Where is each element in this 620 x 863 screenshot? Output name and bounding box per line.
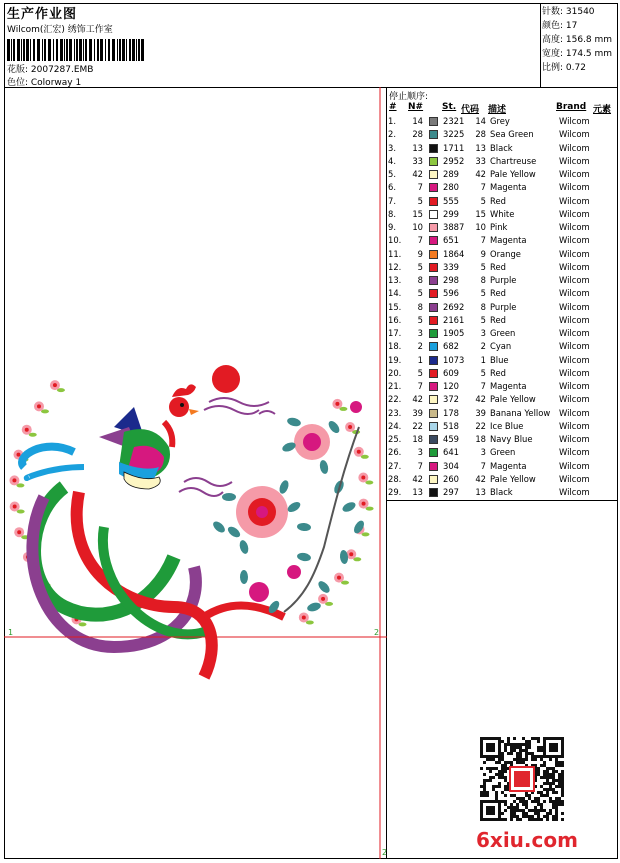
- stop-ord: 19.: [388, 354, 402, 365]
- stop-ord: 23.: [388, 407, 402, 418]
- stop-code: 3: [480, 447, 486, 458]
- stop-row: [388, 460, 599, 473]
- color-swatch: [423, 274, 443, 287]
- color-count: 颜色: 17: [542, 21, 578, 31]
- stop-brand: Wilcom: [559, 328, 590, 338]
- colorway-label: 色位: Colorway 1: [7, 78, 82, 88]
- swatch-icon: [429, 448, 438, 457]
- stop-brand: Wilcom: [559, 261, 590, 272]
- stop-row: [388, 380, 599, 393]
- stop-ord: 16.: [388, 314, 402, 325]
- stop-ord: 8.: [388, 208, 396, 219]
- color-swatch: [423, 380, 443, 393]
- phoenix-figure: [99, 384, 199, 489]
- stop-row: [388, 367, 599, 380]
- stop-brand: Wilcom: [559, 487, 590, 497]
- stop-brand: Wilcom: [559, 301, 590, 312]
- stop-brand: Wilcom: [559, 381, 590, 391]
- stop-st: 304: [443, 460, 459, 471]
- color-swatch: [423, 486, 443, 499]
- stop-st: 682: [443, 341, 459, 352]
- stop-row: [388, 407, 599, 420]
- stop-code: 5: [480, 367, 486, 378]
- stop-st: 596: [443, 288, 459, 299]
- stop-code: 5: [480, 288, 486, 299]
- swatch-icon: [429, 395, 438, 404]
- stop-ord: 17.: [388, 328, 402, 338]
- stop-n: 5: [417, 288, 423, 299]
- stop-ord: 12.: [388, 261, 402, 272]
- stop-code: 10: [475, 222, 486, 232]
- stop-brand: Wilcom: [559, 473, 590, 484]
- stop-row: [388, 486, 599, 499]
- stop-desc: Magenta: [490, 182, 527, 193]
- stop-desc: Black: [490, 142, 513, 153]
- stop-st: 2321: [443, 116, 465, 126]
- swatch-icon: [429, 316, 438, 325]
- stop-ord: 26.: [388, 447, 402, 458]
- design-preview: [4, 87, 387, 859]
- stop-n: 28: [412, 129, 423, 140]
- stop-desc: Purple: [490, 275, 517, 285]
- color-swatch: [423, 221, 443, 234]
- swatch-icon: [429, 117, 438, 126]
- stop-st: 2161: [443, 314, 465, 325]
- stop-ord: 2.: [388, 129, 396, 140]
- color-swatch: [423, 234, 443, 247]
- swatch-icon: [429, 356, 438, 365]
- swatch-icon: [429, 157, 438, 166]
- stop-st: 1711: [443, 142, 465, 153]
- stop-brand: Wilcom: [559, 447, 590, 458]
- stop-code: 7: [480, 182, 486, 193]
- stop-brand: Wilcom: [559, 367, 590, 378]
- swatch-icon: [429, 130, 438, 139]
- stop-row: [388, 340, 599, 353]
- stop-desc: Red: [490, 288, 506, 299]
- stop-n: 3: [417, 447, 423, 458]
- stop-ord: 14.: [388, 288, 402, 299]
- marker-right: 2: [374, 628, 380, 637]
- stop-ord: 7.: [388, 195, 396, 206]
- design-width: 宽度: 174.5 mm: [542, 49, 613, 59]
- stop-row: [388, 142, 599, 155]
- stop-st: 459: [443, 434, 459, 444]
- color-swatch: [423, 115, 443, 128]
- stop-brand: Wilcom: [559, 460, 590, 471]
- stop-brand: Wilcom: [559, 129, 590, 140]
- color-swatch: [423, 287, 443, 300]
- color-swatch: [423, 142, 443, 155]
- design-stats: [540, 3, 618, 88]
- stop-n: 7: [417, 182, 423, 193]
- swatch-icon: [429, 144, 438, 153]
- stop-ord: 5.: [388, 169, 396, 179]
- stop-code: 5: [480, 314, 486, 325]
- color-swatch: [423, 314, 443, 327]
- swatch-icon: [429, 183, 438, 192]
- stop-row: [388, 354, 599, 367]
- stop-st: 555: [443, 195, 459, 206]
- stop-brand: Wilcom: [559, 116, 590, 126]
- swatch-icon: [429, 223, 438, 232]
- stop-brand: Wilcom: [559, 169, 590, 179]
- stop-row: [388, 393, 599, 406]
- swatch-icon: [429, 197, 438, 206]
- teal-leaves: [211, 416, 366, 615]
- stop-row: [388, 314, 599, 327]
- stop-n: 10: [412, 222, 423, 232]
- col-code: 代码: [461, 105, 480, 115]
- stop-ord: 3.: [388, 142, 396, 153]
- stop-brand: Wilcom: [559, 288, 590, 299]
- stop-desc: Orange: [490, 248, 521, 259]
- color-swatch: [423, 168, 443, 181]
- stop-row: [388, 433, 599, 446]
- col-element: 元素: [593, 105, 612, 115]
- stop-sequence-title: 停止顺序:: [389, 92, 429, 102]
- stop-ord: 6.: [388, 182, 396, 193]
- stop-desc: Red: [490, 195, 506, 206]
- sun-disc: [212, 365, 240, 393]
- barcode-icon: [7, 39, 145, 61]
- stop-n: 7: [417, 460, 423, 471]
- stop-n: 7: [417, 381, 423, 391]
- col-brand: Brand: [556, 102, 587, 112]
- swatch-icon: [429, 210, 438, 219]
- design-file-label: 花版: 2007287.EMB: [7, 65, 94, 75]
- swatch-icon: [429, 236, 438, 245]
- color-swatch: [423, 354, 443, 367]
- stop-desc: Pale Yellow: [490, 394, 536, 405]
- swatch-icon: [429, 435, 438, 444]
- stop-code: 42: [475, 473, 486, 484]
- stop-n: 5: [417, 367, 423, 378]
- stop-n: 7: [417, 235, 423, 246]
- stop-row: [388, 248, 599, 261]
- swatch-icon: [429, 369, 438, 378]
- swatch-icon: [429, 462, 438, 471]
- stop-ord: 20.: [388, 367, 402, 378]
- peony-flowers: [236, 401, 362, 602]
- stop-n: 15: [412, 208, 423, 219]
- stop-code: 14: [475, 116, 486, 126]
- swatch-icon: [429, 382, 438, 391]
- stop-n: 8: [417, 301, 423, 312]
- stop-brand: Wilcom: [559, 275, 590, 285]
- stop-desc: Red: [490, 261, 506, 272]
- stop-row: [388, 195, 599, 208]
- swatch-icon: [429, 289, 438, 298]
- stop-st: 2692: [443, 301, 465, 312]
- stop-st: 609: [443, 367, 459, 378]
- stop-desc: Magenta: [490, 381, 527, 391]
- stop-code: 42: [475, 169, 486, 179]
- stop-st: 289: [443, 169, 459, 179]
- stop-brand: Wilcom: [559, 434, 590, 444]
- page-title: 生产作业图: [7, 7, 78, 22]
- stop-brand: Wilcom: [559, 420, 590, 431]
- stop-n: 42: [412, 169, 423, 179]
- stop-desc: Grey: [490, 116, 510, 126]
- stop-desc: Black: [490, 487, 513, 497]
- stop-n: 3: [417, 328, 423, 338]
- stop-n: 5: [417, 195, 423, 206]
- stop-brand: Wilcom: [559, 394, 590, 405]
- stop-n: 5: [417, 314, 423, 325]
- stop-code: 8: [480, 301, 486, 312]
- color-swatch: [423, 195, 443, 208]
- stop-desc: Purple: [490, 301, 517, 312]
- stop-row: [388, 301, 599, 314]
- stop-st: 641: [443, 447, 459, 458]
- stop-ord: 11.: [388, 248, 402, 259]
- stop-desc: Magenta: [490, 460, 527, 471]
- stop-desc: Chartreuse: [490, 155, 537, 166]
- stop-row: [388, 420, 599, 433]
- stop-code: 13: [475, 142, 486, 153]
- stop-desc: White: [490, 208, 515, 219]
- stop-n: 9: [417, 248, 423, 259]
- color-swatch: [423, 407, 443, 420]
- stop-brand: Wilcom: [559, 208, 590, 219]
- stop-ord: 22.: [388, 394, 402, 405]
- stop-code: 7: [480, 235, 486, 246]
- stop-n: 14: [412, 116, 423, 126]
- stop-code: 7: [480, 381, 486, 391]
- stop-brand: Wilcom: [559, 407, 590, 418]
- scale-ratio: 比例: 0.72: [542, 63, 586, 73]
- color-swatch: [423, 181, 443, 194]
- stop-code: 5: [480, 261, 486, 272]
- stop-ord: 29.: [388, 487, 402, 497]
- stop-brand: Wilcom: [559, 341, 590, 352]
- stop-brand: Wilcom: [559, 222, 590, 232]
- stop-st: 260: [443, 473, 459, 484]
- stop-st: 372: [443, 394, 459, 405]
- stop-desc: Green: [490, 447, 516, 458]
- stop-row: [388, 473, 599, 486]
- color-stop-table: [387, 87, 618, 501]
- stop-code: 5: [480, 195, 486, 206]
- stop-n: 1: [417, 354, 423, 365]
- stop-brand: Wilcom: [559, 182, 590, 193]
- stop-st: 651: [443, 235, 459, 246]
- stop-st: 339: [443, 261, 459, 272]
- stop-code: 7: [480, 460, 486, 471]
- stop-st: 3225: [443, 129, 465, 140]
- col-stitches: St.: [442, 102, 457, 112]
- stitch-count: 针数: 31540: [542, 7, 595, 17]
- stop-st: 178: [443, 407, 459, 418]
- stop-desc: Red: [490, 367, 506, 378]
- stop-code: 28: [475, 129, 486, 140]
- stop-row: [388, 274, 599, 287]
- stop-n: 13: [412, 487, 423, 497]
- stop-n: 8: [417, 275, 423, 285]
- design-height: 高度: 156.8 mm: [542, 35, 613, 45]
- stop-st: 299: [443, 208, 459, 219]
- stop-row: [388, 221, 599, 234]
- color-swatch: [423, 420, 443, 433]
- swatch-icon: [429, 250, 438, 259]
- stop-code: 18: [475, 434, 486, 444]
- stop-n: 33: [412, 155, 423, 166]
- stop-row: [388, 261, 599, 274]
- stop-ord: 4.: [388, 155, 396, 166]
- swatch-icon: [429, 475, 438, 484]
- stop-n: 5: [417, 261, 423, 272]
- color-swatch: [423, 248, 443, 261]
- stop-ord: 25.: [388, 434, 402, 444]
- swatch-icon: [429, 303, 438, 312]
- stop-desc: Pink: [490, 222, 508, 232]
- color-swatch: [423, 128, 443, 141]
- color-swatch: [423, 367, 443, 380]
- swatch-icon: [429, 263, 438, 272]
- stop-code: 13: [475, 487, 486, 497]
- stop-brand: Wilcom: [559, 155, 590, 166]
- studio-name: Wilcom(汇宏) 绣饰工作室: [7, 25, 113, 35]
- stop-row: [388, 128, 599, 141]
- stop-desc: Green: [490, 328, 516, 338]
- color-swatch: [423, 340, 443, 353]
- stop-ord: 10.: [388, 235, 402, 246]
- marker-left: 1: [8, 628, 14, 637]
- stop-st: 3887: [443, 222, 465, 232]
- col-description: 描述: [488, 105, 507, 115]
- stop-n: 39: [412, 407, 423, 418]
- stop-ord: 27.: [388, 460, 402, 471]
- stop-ord: 13.: [388, 275, 402, 285]
- stop-st: 120: [443, 381, 459, 391]
- stop-brand: Wilcom: [559, 235, 590, 246]
- color-swatch: [423, 460, 443, 473]
- stop-desc: Ice Blue: [490, 420, 524, 431]
- stop-code: 3: [480, 328, 486, 338]
- stop-ord: 21.: [388, 381, 402, 391]
- stop-desc: Pale Yellow: [490, 473, 536, 484]
- stop-n: 42: [412, 394, 423, 405]
- stop-brand: Wilcom: [559, 195, 590, 206]
- stop-n: 18: [412, 434, 423, 444]
- stop-row: [388, 287, 599, 300]
- stop-row: [388, 115, 599, 128]
- stop-st: 298: [443, 275, 459, 285]
- stop-row: [388, 446, 599, 459]
- stop-brand: Wilcom: [559, 354, 590, 365]
- qr-code-icon: [480, 737, 564, 821]
- stop-st: 280: [443, 182, 459, 193]
- stop-st: 1073: [443, 354, 465, 365]
- stop-ord: 18.: [388, 341, 402, 352]
- stop-n: 13: [412, 142, 423, 153]
- stop-row: [388, 181, 599, 194]
- stop-ord: 28.: [388, 473, 402, 484]
- stop-desc: Red: [490, 314, 506, 325]
- stop-code: 39: [475, 407, 486, 418]
- stop-n: 2: [417, 341, 423, 352]
- stop-st: 1905: [443, 328, 465, 338]
- color-swatch: [423, 155, 443, 168]
- col-n: N#: [408, 102, 424, 112]
- swatch-icon: [429, 170, 438, 179]
- marker-bottom: 2: [382, 848, 387, 857]
- stop-brand: Wilcom: [559, 142, 590, 153]
- stop-st: 518: [443, 420, 459, 431]
- swatch-icon: [429, 329, 438, 338]
- color-swatch: [423, 446, 443, 459]
- stop-code: 9: [480, 248, 486, 259]
- stop-code: 42: [475, 394, 486, 405]
- stop-desc: Banana Yellow: [490, 407, 551, 418]
- stop-code: 22: [475, 420, 486, 431]
- stop-desc: Sea Green: [490, 129, 534, 140]
- stop-brand: Wilcom: [559, 248, 590, 259]
- watermark-logo: 6xiu.com: [476, 828, 578, 852]
- stop-st: 297: [443, 487, 459, 497]
- stops-list: [388, 115, 599, 499]
- stop-code: 15: [475, 208, 486, 219]
- stop-desc: Magenta: [490, 235, 527, 246]
- stop-row: [388, 208, 599, 221]
- stop-desc: Navy Blue: [490, 434, 533, 444]
- stop-n: 42: [412, 473, 423, 484]
- color-swatch: [423, 208, 443, 221]
- swatch-icon: [429, 488, 438, 497]
- color-swatch: [423, 433, 443, 446]
- stop-desc: Pale Yellow: [490, 169, 536, 179]
- stop-n: 22: [412, 420, 423, 431]
- stop-st: 2952: [443, 155, 465, 166]
- stop-ord: 24.: [388, 420, 402, 431]
- color-swatch: [423, 393, 443, 406]
- stop-desc: Blue: [490, 354, 509, 365]
- stop-row: [388, 168, 599, 181]
- stop-ord: 1.: [388, 116, 396, 126]
- color-swatch: [423, 473, 443, 486]
- stop-brand: Wilcom: [559, 314, 590, 325]
- color-swatch: [423, 261, 443, 274]
- header-info: [4, 3, 541, 88]
- stop-row: [388, 327, 599, 340]
- stop-ord: 9.: [388, 222, 396, 232]
- swatch-icon: [429, 342, 438, 351]
- stop-code: 8: [480, 275, 486, 285]
- stop-st: 1864: [443, 248, 465, 259]
- stop-row: [388, 234, 599, 247]
- swatch-icon: [429, 409, 438, 418]
- stop-code: 33: [475, 155, 486, 166]
- swatch-icon: [429, 276, 438, 285]
- stop-row: [388, 155, 599, 168]
- embroidery-artwork: [4, 87, 387, 859]
- stop-code: 2: [480, 341, 486, 352]
- color-swatch: [423, 301, 443, 314]
- stop-ord: 15.: [388, 301, 402, 312]
- col-order: #: [389, 102, 397, 112]
- color-swatch: [423, 327, 443, 340]
- stop-code: 1: [480, 354, 486, 365]
- stop-desc: Cyan: [490, 341, 512, 352]
- swatch-icon: [429, 422, 438, 431]
